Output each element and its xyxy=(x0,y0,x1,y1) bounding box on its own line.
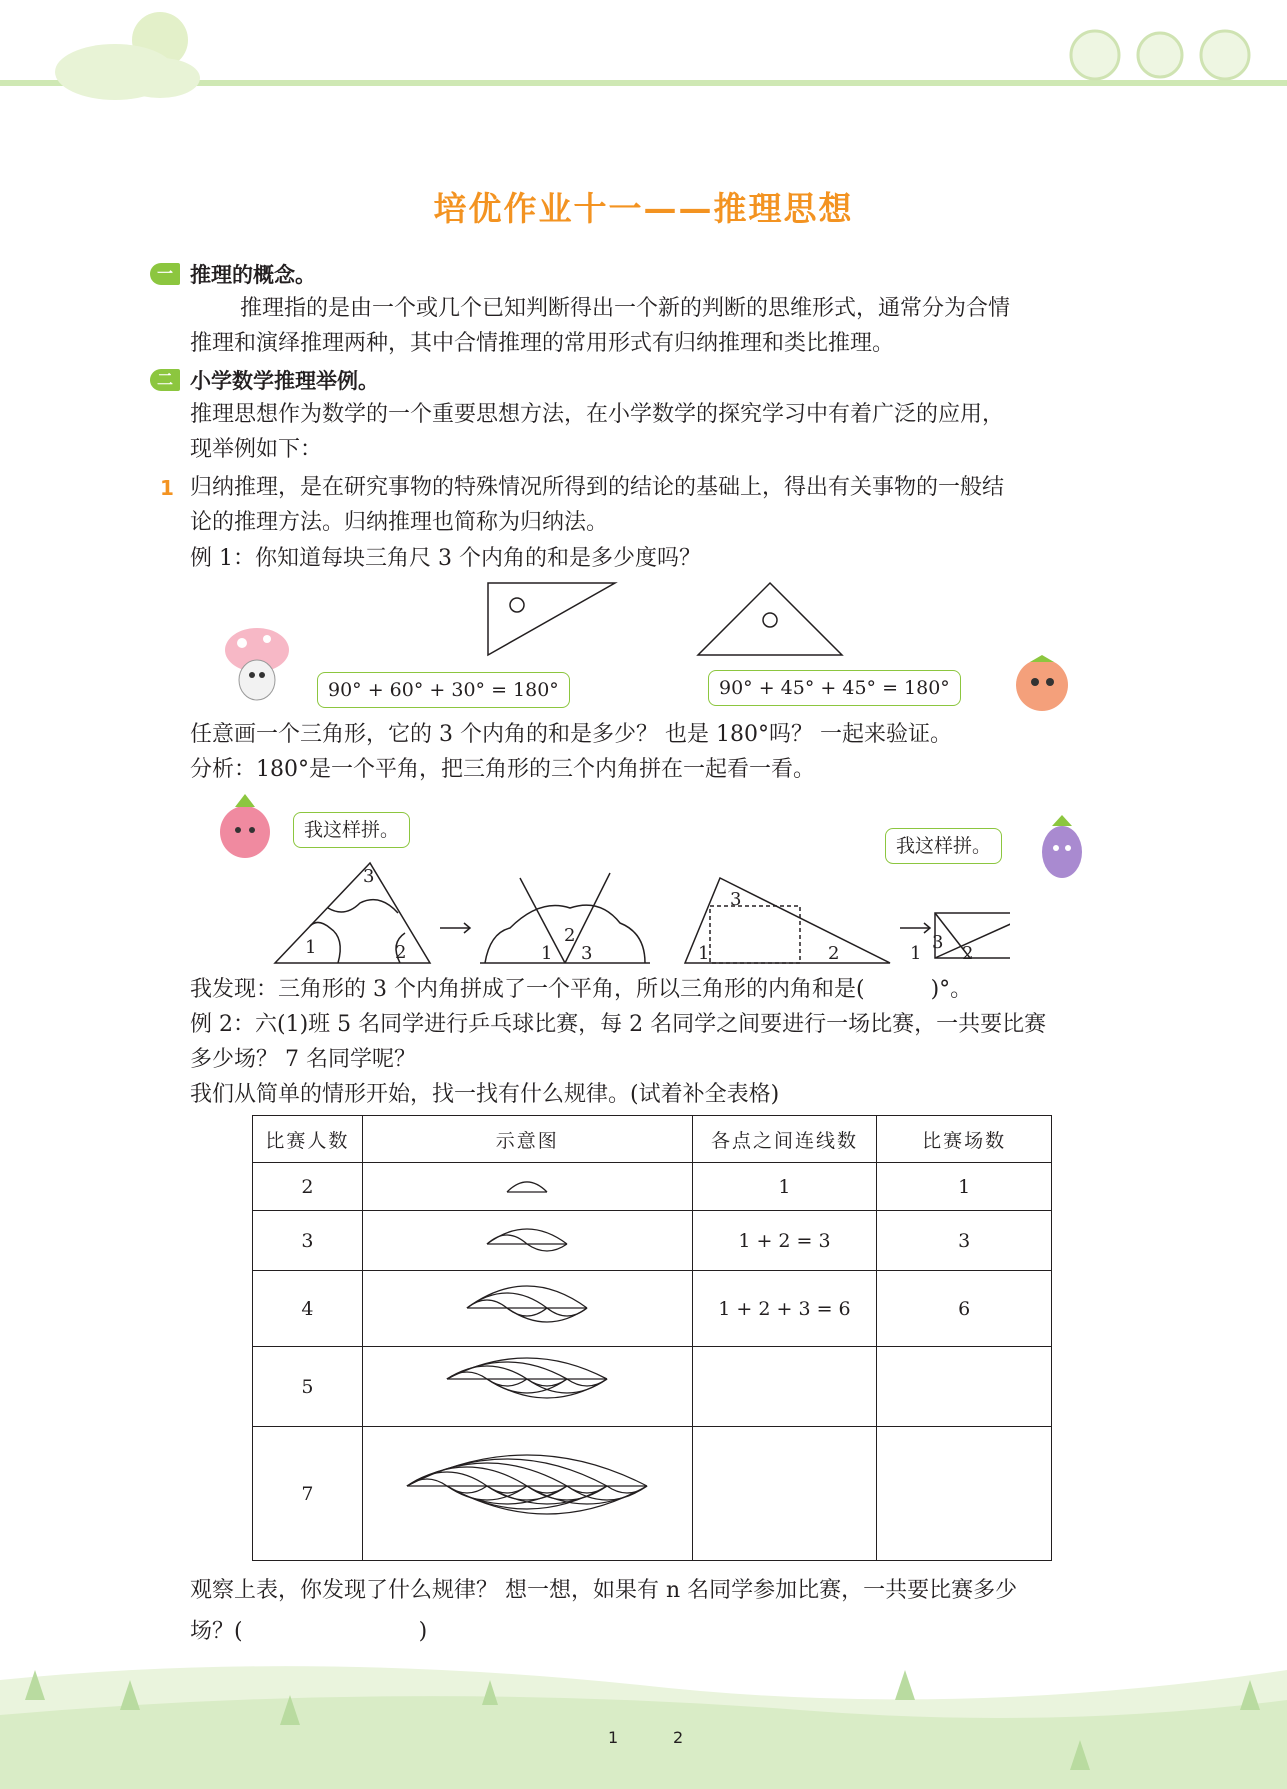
discover-text: 我发现：三角形的 3 个内角拼成了一个平角，所以三角形的内角和是( )°。 xyxy=(190,977,973,1002)
bubble-right-formula: 90° + 45° + 45° = 180° xyxy=(708,670,961,706)
eggplant-character-icon xyxy=(1030,810,1095,885)
cell-games: 6 xyxy=(877,1271,1052,1347)
header-diagram: 示意图 xyxy=(362,1116,692,1163)
diagram-2-points xyxy=(502,1172,552,1196)
angle-label-3c: 3 xyxy=(730,889,742,910)
table-row xyxy=(253,1347,1052,1427)
item-1-line-2: 论的推理方法。归纳推理也简称为归纳法。 xyxy=(190,510,609,535)
cell-people: 5 xyxy=(253,1347,363,1427)
angle-label-1d: 1 xyxy=(910,943,922,964)
conclusion-line-2: 场？( ) xyxy=(190,1619,428,1644)
set-square-45-45 xyxy=(695,580,845,660)
cell-lines: 1 xyxy=(692,1163,877,1211)
cell-diagram xyxy=(362,1347,692,1427)
angle-label-2c: 2 xyxy=(828,943,840,964)
angle-label-1c: 1 xyxy=(698,943,710,964)
match-count-table xyxy=(252,1115,1052,1561)
cell-lines xyxy=(692,1427,877,1561)
table-row xyxy=(253,1427,1052,1561)
angle-label-3: 3 xyxy=(363,866,375,887)
bubble-left-formula: 90° + 60° + 30° = 180° xyxy=(317,672,570,708)
cell-lines xyxy=(692,1347,877,1427)
cell-diagram xyxy=(362,1271,692,1347)
example-2-line-2: 多少场？ 7 名同学呢？ xyxy=(190,1047,416,1072)
sun-cloud-icon xyxy=(55,12,200,100)
section-1-badge: 一 xyxy=(150,263,180,285)
diagram-7-points xyxy=(402,1436,652,1546)
diagram-5-points xyxy=(442,1351,612,1417)
item-1-number: 1 xyxy=(160,476,174,500)
animal-faces-icon xyxy=(1071,31,1249,79)
cell-diagram xyxy=(362,1211,692,1271)
table-row xyxy=(253,1271,1052,1347)
cell-games xyxy=(877,1347,1052,1427)
speech-right: 我这样拼。 xyxy=(885,828,1002,864)
cell-games: 3 xyxy=(877,1211,1052,1271)
table-row xyxy=(253,1211,1052,1271)
section-1-heading xyxy=(150,260,316,288)
header-people: 比赛人数 xyxy=(253,1116,363,1163)
cell-people: 7 xyxy=(253,1427,363,1561)
section-1-line-1: 推理指的是由一个或几个已知判断得出一个新的判断的思维形式，通常分为合情 xyxy=(240,296,1011,321)
cell-diagram xyxy=(362,1427,692,1561)
section-2-title: 小学数学推理举例。 xyxy=(190,369,379,393)
cell-diagram xyxy=(362,1163,692,1211)
header-decoration xyxy=(0,0,1287,110)
example-2-line-1: 例 2：六(1)班 5 名同学进行乒乓球比赛，每 2 名同学之间要进行一场比赛，一共要比赛 xyxy=(190,1012,1047,1037)
set-square-30-60 xyxy=(485,580,620,660)
header-games: 比赛场数 xyxy=(877,1116,1052,1163)
angle-label-2d: 2 xyxy=(962,943,974,964)
angle-label-3d: 3 xyxy=(932,932,944,953)
cell-games xyxy=(877,1427,1052,1561)
cell-lines: 1 + 2 = 3 xyxy=(692,1211,877,1271)
mushroom-character-icon xyxy=(222,625,292,715)
question-text: 任意画一个三角形，它的 3 个内角的和是多少？ 也是 180°吗？ 一起来验证。 xyxy=(190,722,952,747)
angle-label-2b: 2 xyxy=(564,925,576,946)
table-row xyxy=(253,1163,1052,1211)
page-number-2: 2 xyxy=(673,1728,684,1747)
section-2-line-2: 现举例如下： xyxy=(190,437,323,462)
table-header-row xyxy=(253,1116,1052,1163)
cell-people: 3 xyxy=(253,1211,363,1271)
angle-label-1: 1 xyxy=(305,937,317,958)
cell-games: 1 xyxy=(877,1163,1052,1211)
item-1-line-1: 归纳推理，是在研究事物的特殊情况所得到的结论的基础上，得出有关事物的一般结 xyxy=(190,475,1005,500)
radish-character-icon xyxy=(210,792,280,862)
section-2-heading xyxy=(150,366,379,394)
section-2-line-1: 推理思想作为数学的一个重要思想方法，在小学数学的探究学习中有着广泛的应用， xyxy=(190,402,1005,427)
angle-label-2: 2 xyxy=(395,942,407,963)
triangle-demo-diagram xyxy=(270,858,1010,968)
diagram-4-points xyxy=(462,1278,592,1334)
conclusion-line-1: 观察上表，你发现了什么规律？ 想一想，如果有 n 名同学参加比赛，一共要比赛多少 xyxy=(190,1578,1018,1603)
header-lines: 各点之间连线数 xyxy=(692,1116,877,1163)
table-intro: 我们从简单的情形开始，找一找有什么规律。(试着补全表格) xyxy=(190,1082,780,1107)
cell-people: 4 xyxy=(253,1271,363,1347)
diagram-3-points xyxy=(482,1220,572,1256)
angle-label-3b: 3 xyxy=(581,943,593,964)
cell-lines: 1 + 2 + 3 = 6 xyxy=(692,1271,877,1347)
section-2-badge: 二 xyxy=(150,369,180,391)
tomato-character-icon xyxy=(1000,650,1085,715)
section-1-line-2: 推理和演绎推理两种，其中合情推理的常用形式有归纳推理和类比推理。 xyxy=(190,331,895,356)
cell-people: 2 xyxy=(253,1163,363,1211)
analysis-text: 分析：180°是一个平角，把三角形的三个内角拼在一起看一看。 xyxy=(190,757,815,782)
page-title: 培优作业十一——推理思想 xyxy=(433,189,854,228)
speech-left: 我这样拼。 xyxy=(293,812,410,848)
example-1-text: 例 1：你知道每块三角尺 3 个内角的和是多少度吗？ xyxy=(190,546,701,571)
section-1-title: 推理的概念。 xyxy=(190,263,316,287)
page-number-1: 1 xyxy=(608,1728,619,1747)
footer-hills-decoration xyxy=(0,1640,1287,1789)
angle-label-1b: 1 xyxy=(541,943,553,964)
